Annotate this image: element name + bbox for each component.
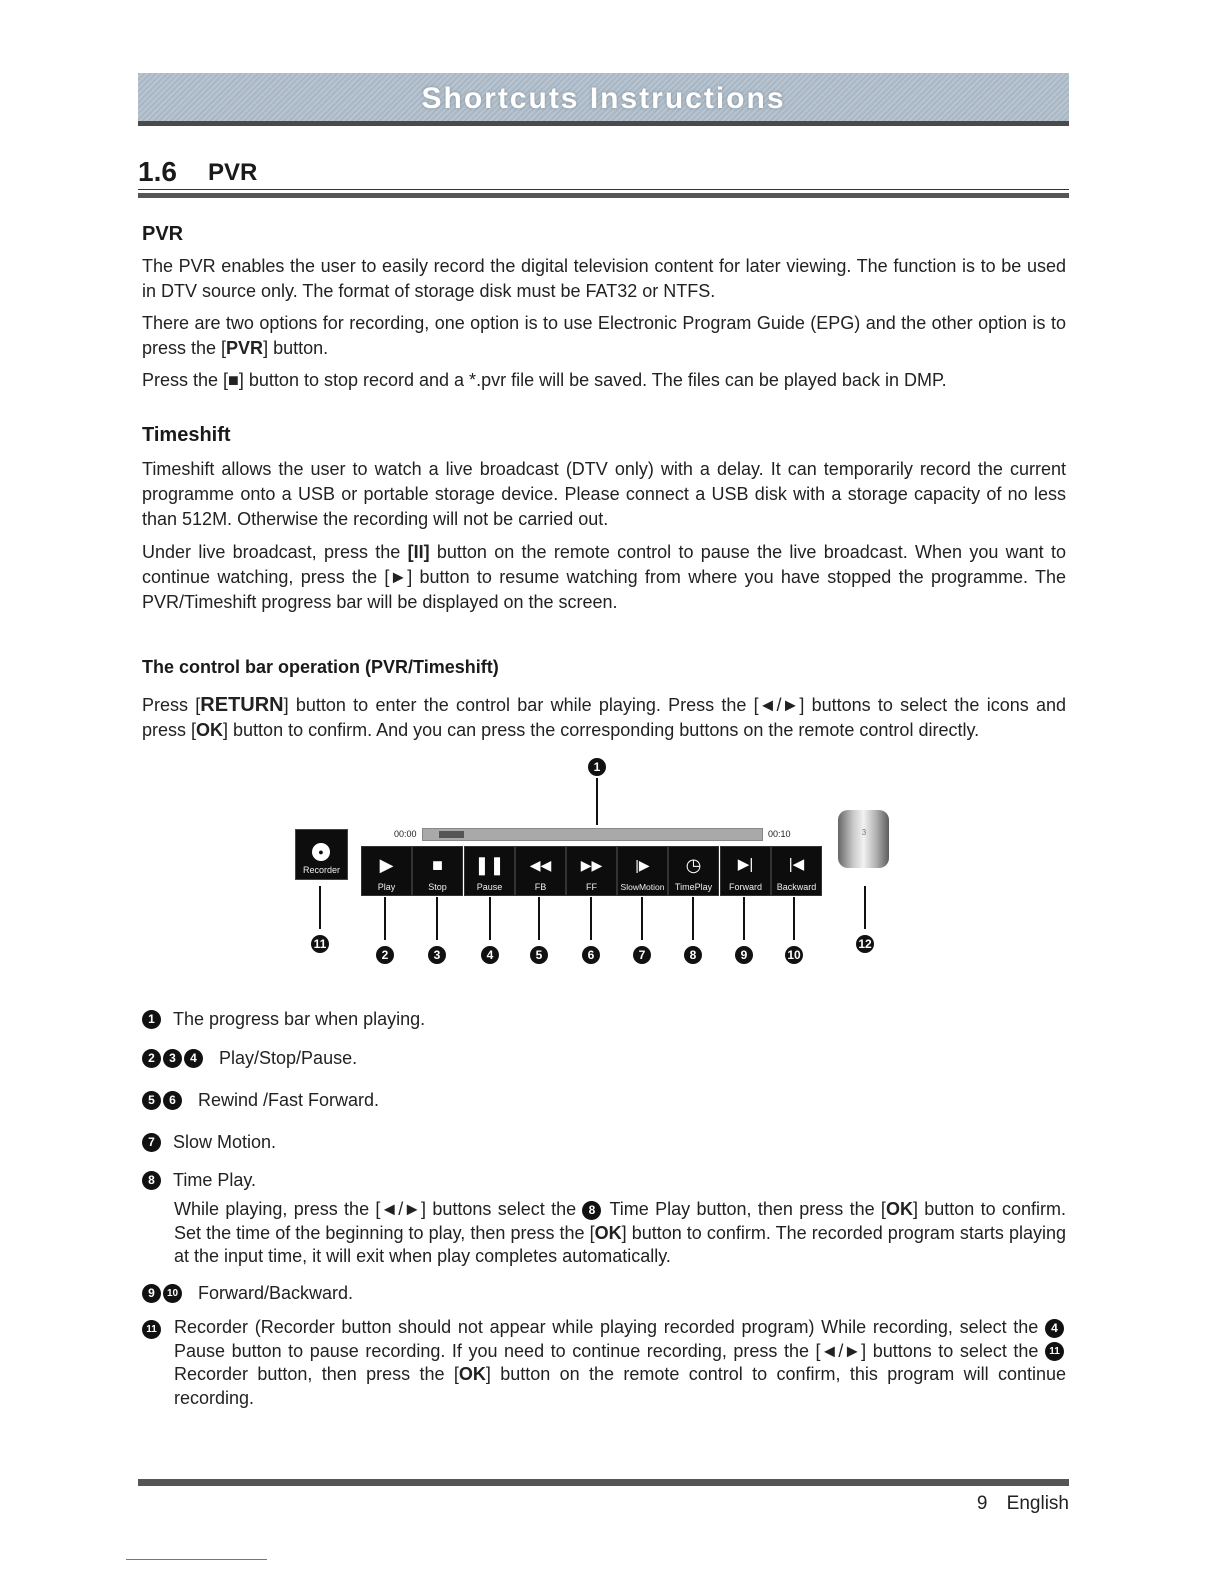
callout-7: 7: [633, 946, 651, 964]
time-play-description: [174, 1198, 1066, 1269]
callout-1-line: [596, 778, 598, 825]
play-icon: ▶: [379, 855, 394, 875]
callout-8: 8: [684, 946, 702, 964]
legend-num-1: 1: [142, 1010, 161, 1029]
callout-6: 6: [582, 946, 600, 964]
footer: [977, 1493, 1069, 1515]
legend-num-11: 11: [142, 1320, 161, 1339]
skip-backward-icon: |◀: [788, 856, 805, 873]
progress-bar-fill: [439, 831, 464, 838]
rec-ok: OK: [458, 1364, 486, 1384]
control-text-c: ] button to enter the control bar while playing. Press the [◄/►] buttons to select the icons and press [: [142, 695, 1067, 740]
clock-icon: ◷: [685, 855, 702, 875]
callout-2: 2: [376, 946, 394, 964]
callout-7-line: [641, 897, 643, 940]
timeshift-heading: Timeshift: [142, 424, 231, 446]
ok-key-label: OK: [196, 720, 224, 740]
callout-4-line: [489, 897, 491, 940]
pvr-heading: PVR: [142, 223, 184, 245]
legend-item-2: [142, 1045, 357, 1070]
timeshift-paragraph-2: [142, 540, 1066, 615]
legend-num-8: 8: [142, 1171, 161, 1190]
header-banner: [138, 73, 1069, 126]
recorder-button[interactable]: [295, 829, 348, 880]
fast-backward-button[interactable]: [515, 846, 566, 896]
callout-12: 12: [856, 935, 874, 953]
pvr-paragraph-3: Press the [■] button to stop record and a *.pvr file will be saved. The files can be played back in DMP.: [142, 370, 947, 390]
forward-label: Forward: [728, 882, 762, 892]
play-button[interactable]: [361, 846, 412, 896]
tp-ok-2: OK: [594, 1222, 622, 1243]
callout-8-line: [692, 897, 694, 940]
callout-5-line: [538, 897, 540, 940]
banner-title: Shortcuts Instructions: [421, 82, 786, 115]
slow-motion-icon: |▶: [635, 857, 650, 873]
callout-1: 1: [588, 758, 606, 776]
callout-11-line: [319, 886, 321, 929]
pvr-key-label: PVR: [226, 338, 264, 358]
page-number: 9: [976, 1493, 988, 1514]
legend-item-6: [142, 1280, 353, 1305]
pvr-paragraph-1: The PVR enables the user to easily record the digital television content for later viewing. The function is to be used in DTV source only. The format of storage disk must be FAT32 or NTFS.: [142, 256, 1066, 301]
legend-num-2: 2: [142, 1049, 161, 1068]
fast-backward-label: FB: [534, 882, 547, 892]
tp-text-c: ] button to confirm. Set the time of the beginning to play, then press the [: [174, 1199, 1066, 1243]
link-underline: [126, 1559, 267, 1560]
section-rule-thin: [138, 189, 1069, 190]
time-start: 00:00: [394, 829, 417, 839]
legend-num-9: 9: [142, 1284, 161, 1303]
play-label: Play: [377, 882, 396, 892]
time-play-button[interactable]: [668, 846, 719, 896]
legend-item-3: [142, 1087, 379, 1112]
time-end: 00:10: [768, 829, 791, 839]
rec-num-4: 4: [1045, 1319, 1064, 1338]
legend-num-3: 3: [163, 1049, 182, 1068]
backward-button[interactable]: [771, 846, 822, 896]
forward-button[interactable]: [720, 846, 771, 896]
fast-forward-icon: ▶▶: [580, 857, 603, 873]
callout-12-line: [864, 886, 866, 929]
pause-label: Pause: [476, 882, 503, 892]
recorder-description: [174, 1316, 1066, 1410]
section-title: PVR: [208, 159, 258, 186]
callout-10: 10: [785, 946, 803, 964]
slow-motion-label: SlowMotion: [620, 882, 665, 892]
control-text-e: ] button to confirm. And you can press the corresponding buttons on the remote control directly.: [223, 720, 980, 740]
legend-text-4: Slow Motion.: [173, 1132, 277, 1153]
pause-button[interactable]: [464, 846, 515, 896]
legend-item-1: [142, 1006, 425, 1031]
callout-3: 3: [428, 946, 446, 964]
section-rule-thick: [138, 193, 1069, 198]
control-heading: The control bar operation (PVR/Timeshift): [142, 657, 499, 677]
rec-num-11: 11: [1045, 1342, 1064, 1361]
footer-language: English: [1006, 1493, 1069, 1514]
legend-text-2: Play/Stop/Pause.: [219, 1048, 358, 1069]
timeshift-p2-text-c: button on the remote control to pause the live broadcast. When you want to continue watching, press the [►] button to resume watching from where you have stopped the programme. The PVR/Timeshift progress bar will be displayed on the screen.: [142, 542, 1066, 612]
time-play-label: TimePlay: [674, 882, 713, 892]
timeshift-paragraph-1: Timeshift allows the user to watch a live broadcast (DTV only) with a delay. It can temporarily record the current programme onto a USB or portable storage device. Please connect a USB disk with a storage capacity of no less than 512M. Otherwise the recording will not be carried out.: [142, 459, 1066, 529]
tp-text-b: Time Play button, then press the [: [603, 1199, 886, 1219]
rec-text-c: Recorder button, then press the [: [174, 1364, 459, 1384]
footer-rule: [138, 1479, 1069, 1486]
fast-forward-button[interactable]: [566, 846, 617, 896]
callout-5: 5: [530, 946, 548, 964]
callout-4: 4: [481, 946, 499, 964]
stop-label: Stop: [428, 882, 447, 892]
legend-num-6: 6: [163, 1091, 182, 1110]
callout-9: 9: [735, 946, 753, 964]
knob-icon: [838, 810, 889, 868]
callout-3-line: [436, 897, 438, 940]
stop-button[interactable]: [412, 846, 463, 896]
return-key-label: RETURN: [200, 694, 284, 716]
callout-2-line: [384, 897, 386, 940]
callout-9-line: [743, 897, 745, 940]
callout-6-line: [590, 897, 592, 940]
legend-num-4: 4: [184, 1049, 203, 1068]
legend-item-5: [142, 1167, 256, 1192]
legend-item-4: [142, 1129, 276, 1154]
control-paragraph: [142, 693, 1066, 743]
legend-text-5: Time Play.: [173, 1170, 257, 1191]
knob-label: 3: [861, 828, 867, 837]
pause-key-label: [II]: [407, 542, 430, 562]
callout-11: 11: [311, 935, 329, 953]
stop-icon: ■: [432, 855, 443, 875]
legend-num-7: 7: [142, 1133, 161, 1152]
legend-text-3: Rewind /Fast Forward.: [198, 1090, 380, 1111]
fast-forward-label: FF: [586, 882, 597, 892]
tp-ok-1: OK: [885, 1199, 913, 1219]
callout-10-line: [793, 897, 795, 940]
pvr-p2-text-a: There are two options for recording, one option is to use Electronic Program Guide (EPG) and the other option is to press the [: [142, 313, 1066, 358]
record-icon: ●: [312, 843, 330, 861]
timeshift-p2-text-a: Under live broadcast, press the: [142, 542, 408, 562]
pvr-p2-text-c: ] button.: [263, 338, 329, 358]
slow-motion-button[interactable]: [617, 846, 668, 896]
tp-text-d: ] button to confirm. The recorded program starts playing at the input time, it will exit when play completes automatically.: [174, 1222, 1067, 1266]
section-number: 1.6: [138, 156, 177, 187]
control-text-a: Press [: [142, 695, 201, 715]
recorder-label: Recorder: [302, 865, 340, 875]
backward-label: Backward: [776, 882, 817, 892]
legend-num-10: 10: [163, 1284, 182, 1303]
legend-num-5: 5: [142, 1091, 161, 1110]
rec-text-a: Recorder (Recorder button should not appear while playing recorded program) While recording, select the: [174, 1317, 1045, 1337]
legend-text-1: The progress bar when playing.: [173, 1009, 426, 1030]
progress-bar[interactable]: [422, 828, 763, 841]
rewind-icon: ◀◀: [529, 857, 552, 873]
pvr-paragraph-2: [142, 311, 1066, 361]
tp-text-a: While playing, press the [◄/►] buttons select the: [174, 1199, 583, 1219]
rec-text-b: Pause button to pause recording. If you need to continue recording, press the [◄/►] buttons to select the: [174, 1340, 1045, 1361]
skip-forward-icon: ▶|: [737, 856, 754, 873]
legend-item-7: [142, 1316, 163, 1340]
pause-icon: ❚❚: [474, 855, 505, 875]
tp-num-8: 8: [582, 1201, 601, 1220]
rec-text-d: ] button on the remote control to confirm, this program will continue recording.: [174, 1364, 1066, 1408]
legend-text-6: Forward/Backward.: [198, 1283, 354, 1304]
